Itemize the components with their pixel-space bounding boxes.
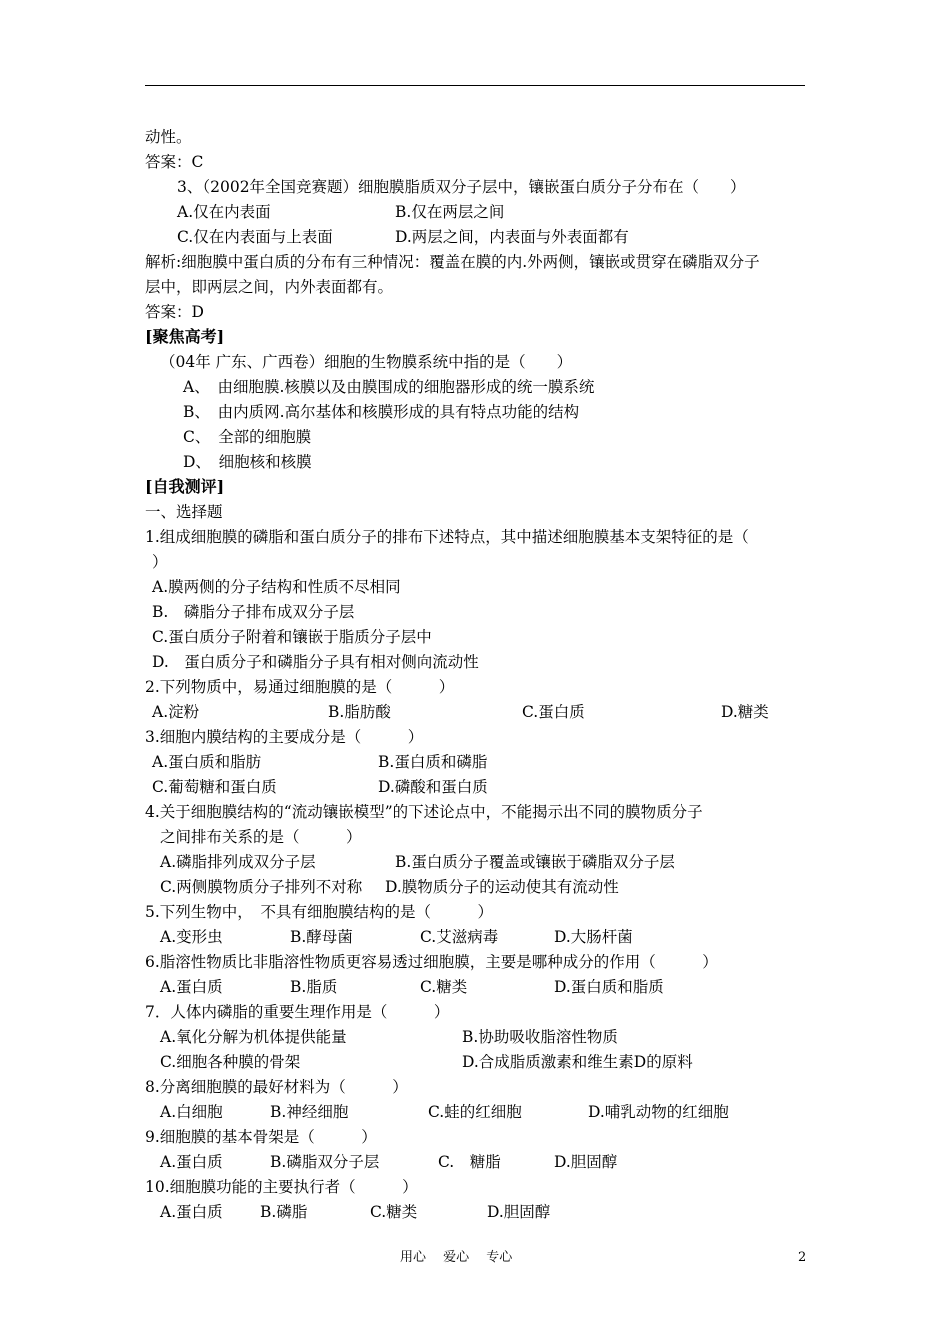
footer-motto: 用心 爱心 专心 xyxy=(400,1250,513,1265)
text-line: 动性。 xyxy=(145,128,192,146)
option-b: B.磷脂双分子层 xyxy=(270,1153,380,1171)
option-a: A.蛋白质和脂肪 xyxy=(152,753,262,771)
option-d: D.磷酸和蛋白质 xyxy=(378,778,488,796)
option-a: A.蛋白质 xyxy=(160,1203,223,1221)
option-d: D.胆固醇 xyxy=(487,1203,551,1221)
question-3: 3、（2002年全国竞赛题）细胞膜脂质双分子层中，镶嵌蛋白质分子分布在（ ） xyxy=(177,178,746,196)
option-c: C.蛋白质分子附着和镶嵌于脂质分子层中 xyxy=(152,628,432,646)
option-c: C.糖类 xyxy=(420,978,468,996)
option-b: B.蛋白质分子覆盖或镶嵌于磷脂双分子层 xyxy=(395,853,675,871)
section-heading: [自我测评] xyxy=(145,477,225,496)
option-d: D.哺乳动物的红细胞 xyxy=(588,1103,729,1121)
option-b: B.磷脂 xyxy=(260,1203,308,1221)
question-7: 7．人体内磷脂的重要生理作用是（ ） xyxy=(145,1003,450,1021)
option-c: C.艾滋病毒 xyxy=(420,928,499,946)
option-c: C.糖类 xyxy=(370,1203,418,1221)
option-c: C.仅在内表面与上表面 xyxy=(177,228,333,246)
answer-line: 答案：C xyxy=(145,153,204,171)
text-line: ） xyxy=(152,553,168,571)
question-10: 10.细胞膜功能的主要执行者（ ） xyxy=(145,1178,418,1196)
option-a: A.蛋白质 xyxy=(160,978,223,996)
option-b: B.神经细胞 xyxy=(270,1103,349,1121)
page-number: 2 xyxy=(798,1250,807,1265)
analysis-line: 层中，即两层之间，内外表面都有。 xyxy=(145,278,394,296)
option-c: C. 糖脂 xyxy=(438,1153,501,1171)
question-9: 9.细胞膜的基本骨架是（ ） xyxy=(145,1128,377,1146)
section-heading: [聚焦高考] xyxy=(145,327,225,346)
option-d: D.膜物质分子的运动使其有流动性 xyxy=(385,878,619,896)
subsection-heading: 一、选择题 xyxy=(145,503,223,521)
question-5: 5.下列生物中， 不具有细胞膜结构的是（ ） xyxy=(145,903,494,921)
option-b: B.仅在两层之间 xyxy=(395,203,505,221)
question-6: 6.脂溶性物质比非脂溶性物质更容易透过细胞膜，主要是哪种成分的作用（ ） xyxy=(145,953,718,971)
option-a: A.变形虫 xyxy=(160,928,223,946)
option-c: C.细胞各种膜的骨架 xyxy=(160,1053,301,1071)
option-d: D. 蛋白质分子和磷脂分子具有相对侧向流动性 xyxy=(152,653,479,671)
option-d: D.胆固醇 xyxy=(554,1153,618,1171)
question-1: 1.组成细胞膜的磷脂和蛋白质分子的排布下述特点，其中描述细胞膜基本支架特征的是（ xyxy=(145,528,749,546)
option-b: B. 磷脂分子排布成双分子层 xyxy=(152,603,355,621)
option-b: B.脂肪酸 xyxy=(328,703,391,721)
answer-line: 答案：D xyxy=(145,303,204,321)
option-c: C.蛙的红细胞 xyxy=(428,1103,522,1121)
option-b: B.酵母菌 xyxy=(290,928,353,946)
option-b: B.蛋白质和磷脂 xyxy=(378,753,488,771)
option-b: B.协助吸收脂溶性物质 xyxy=(462,1028,618,1046)
option-c: C.两侧膜物质分子排列不对称 xyxy=(160,878,363,896)
question-8: 8.分离细胞膜的最好材料为（ ） xyxy=(145,1078,408,1096)
text-line: 之间排布关系的是（ ） xyxy=(160,828,362,846)
question-3: 3.细胞内膜结构的主要成分是（ ） xyxy=(145,728,424,746)
question-4: 4.关于细胞膜结构的“流动镶嵌模型”的下述论点中，不能揭示出不同的膜物质分子 xyxy=(145,803,703,821)
option-c: C、 全部的细胞膜 xyxy=(183,428,312,446)
option-b: B、 由内质网.高尔基体和核膜形成的具有特点功能的结构 xyxy=(183,403,580,421)
option-a: A.磷脂排列成双分子层 xyxy=(160,853,316,871)
option-a: A.蛋白质 xyxy=(160,1153,223,1171)
option-d: D、 细胞核和核膜 xyxy=(183,453,312,471)
option-a: A.白细胞 xyxy=(160,1103,223,1121)
option-d: D.蛋白质和脂质 xyxy=(554,978,664,996)
option-a: A、 由细胞膜.核膜以及由膜围成的细胞器形成的统一膜系统 xyxy=(183,378,595,396)
option-d: D.大肠杆菌 xyxy=(554,928,633,946)
option-b: B.脂质 xyxy=(290,978,338,996)
analysis-line: 解析:细胞膜中蛋白质的分布有三种情况：覆盖在膜的内.外两侧，镶嵌或贯穿在磷脂双分子 xyxy=(145,253,760,271)
option-a: A.氧化分解为机体提供能量 xyxy=(160,1028,347,1046)
option-d: D.糖类 xyxy=(721,703,769,721)
option-a: A.淀粉 xyxy=(152,703,200,721)
option-d: D.两层之间，内表面与外表面都有 xyxy=(395,228,629,246)
exam-question: （04年 广东、广西卷）细胞的生物膜系统中指的是（ ） xyxy=(160,353,573,371)
option-a: A.仅在内表面 xyxy=(177,203,271,221)
question-2: 2.下列物质中，易通过细胞膜的是（ ） xyxy=(145,678,455,696)
option-d: D.合成脂质激素和维生素D的原料 xyxy=(462,1053,693,1071)
option-c: C.葡萄糖和蛋白质 xyxy=(152,778,277,796)
option-a: A.膜两侧的分子结构和性质不尽相同 xyxy=(152,578,401,596)
header-rule xyxy=(145,85,805,86)
option-c: C.蛋白质 xyxy=(522,703,585,721)
